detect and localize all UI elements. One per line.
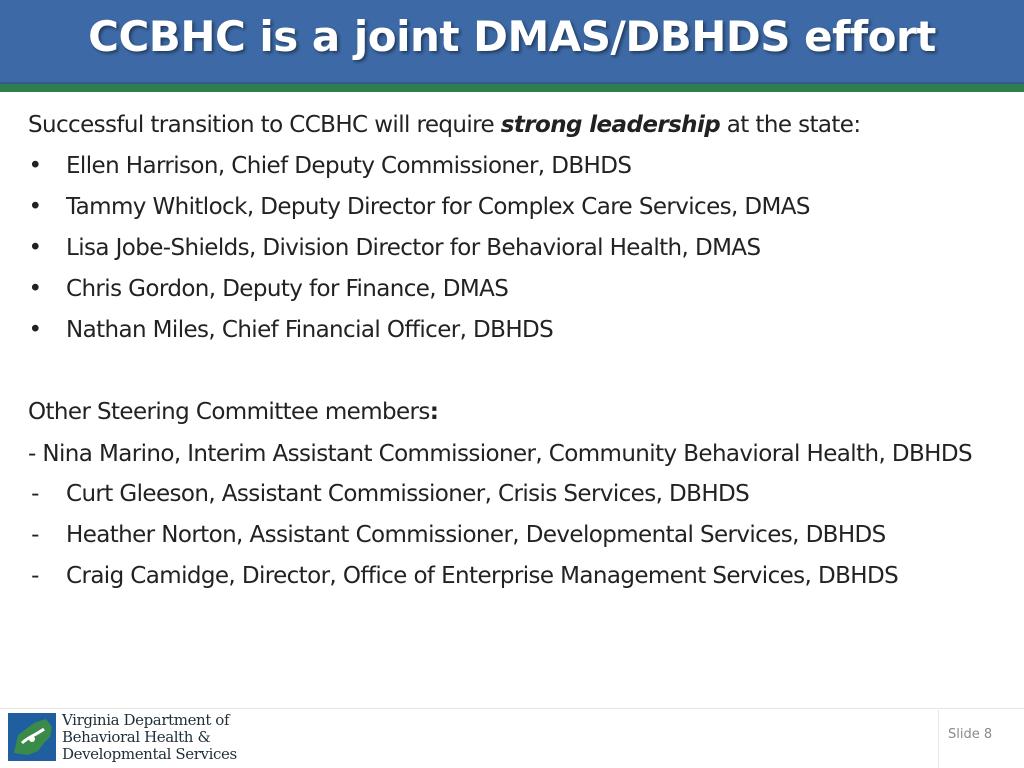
- committee-member-first: - Nina Marino, Interim Assistant Commissioner, Community Behavioral Health, DBHDS: [28, 441, 972, 467]
- committee-heading-colon: :: [429, 399, 439, 425]
- bullet-icon: •: [28, 276, 42, 302]
- bullet-icon: •: [28, 317, 42, 343]
- leader-item: [28, 228, 1008, 269]
- intro-text: Successful transition to CCBHC will require: [28, 112, 501, 138]
- committee-member: [28, 556, 1008, 597]
- leader-item: [28, 187, 1008, 228]
- leader-text: Lisa Jobe-Shields, Division Director for Behavioral Health, DMAS: [66, 235, 761, 261]
- committee-member: [28, 474, 1008, 515]
- leader-text: Nathan Miles, Chief Financial Officer, DBHDS: [66, 317, 554, 343]
- leader-text: Chris Gordon, Deputy for Finance, DMAS: [66, 276, 509, 302]
- bullet-icon: •: [28, 235, 42, 261]
- intro-emphasis: strong leadership: [500, 112, 721, 138]
- committee-member-text: Heather Norton, Assistant Commissioner, Developmental Services, DBHDS: [66, 522, 886, 548]
- committee-member-text: Craig Camidge, Director, Office of Enterprise Management Services, DBHDS: [66, 563, 899, 589]
- bullet-icon: •: [28, 153, 42, 179]
- committee-heading-text: Other Steering Committee members: [28, 399, 430, 425]
- slide-number: Slide 8: [948, 727, 993, 742]
- dbhds-logo: [6, 712, 246, 764]
- spacer: [28, 351, 1008, 392]
- accent-rule: [0, 84, 1024, 92]
- logo-line: Behavioral Health &: [62, 728, 211, 746]
- title-bar: [0, 0, 1024, 84]
- slide-title: CCBHC is a joint DMAS/DBHDS effort: [88, 12, 936, 61]
- committee-member: [28, 515, 1008, 556]
- dash-icon: -: [31, 522, 39, 548]
- logo-text: [62, 712, 237, 763]
- intro-text-end: at the state:: [720, 112, 861, 138]
- intro-line: [28, 105, 1008, 146]
- leader-item: [28, 146, 1008, 187]
- leader-text: Ellen Harrison, Chief Deputy Commissioner, DBHDS: [66, 153, 632, 179]
- bullet-icon: •: [28, 194, 42, 220]
- virginia-map-icon: [8, 713, 56, 761]
- logo-line: Developmental Services: [62, 745, 237, 763]
- committee-member-text: Curt Gleeson, Assistant Commissioner, Crisis Services, DBHDS: [66, 481, 750, 507]
- committee-heading: [28, 392, 1008, 433]
- leader-item: [28, 310, 1008, 351]
- leader-text: Tammy Whitlock, Deputy Director for Complex Care Services, DMAS: [66, 194, 810, 220]
- footer-divider: [938, 710, 939, 768]
- logo-line: Virginia Department of: [62, 711, 230, 729]
- leader-item: [28, 269, 1008, 310]
- slide-body: [28, 105, 1008, 597]
- dash-icon: -: [31, 481, 39, 507]
- footer-rule: [0, 708, 1024, 709]
- dash-icon: -: [31, 563, 39, 589]
